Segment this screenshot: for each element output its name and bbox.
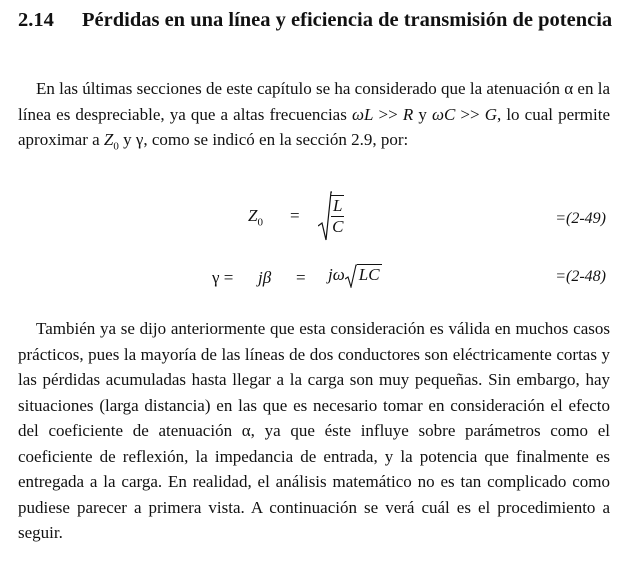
r-symbol: R [402, 104, 414, 124]
g-symbol: G [484, 104, 497, 124]
body-paragraph: También ya se dijo anteriormente que esta consideración es válida en muchos casos prácticos, pues la mayoría de las líneas de dos conductores son eléctricamente cortas y las pérdidas acumuladas hasta llegar a la carga son muy pequeñas. Sin embargo, hay situaciones (larga distancia) en las que es necesario tomar en consideración el efecto del coeficiente de atenuación α, ya que éste influye sobre parámetros como el coeficiente de reflexión, la impedancia de entrada, y la potencia que finalmente es entregada a la carga. En realidad, el análisis matemático no es tan complicado como pudiese parecer a primera vista. A continuación se verá cuál es el procedimiento a seguir. [18, 319, 610, 542]
p1-text-7: y [118, 130, 136, 149]
p1-text-4: y [413, 104, 432, 124]
equation-gamma-lhs: γ = [212, 268, 234, 287]
equation-gamma-equals: = [296, 268, 306, 287]
p1-text-2: en la línea es despreciable, ya que a altas frecuencias [18, 79, 610, 124]
gamma-symbol: γ [135, 130, 144, 149]
equation-z0-equals: = [290, 206, 300, 225]
intro-paragraph [18, 76, 610, 160]
p1-text-8: , como se indicó en la sección 2.9, por: [143, 130, 409, 149]
equation-number-2-48: =(2-48) [555, 268, 606, 285]
omega-c: ωC [431, 104, 456, 124]
sqrt-sign-icon [318, 190, 332, 242]
p1-text-3: >> [373, 104, 403, 124]
p1-text-1: En las últimas secciones de este capítulo se ha considerado que la atenuación [36, 79, 565, 98]
equation-gamma-rhs: jω LC [328, 264, 382, 288]
alpha-symbol: α [564, 79, 574, 98]
p1-text-5: >> [455, 104, 485, 124]
z-subscript: 0 [113, 140, 119, 153]
equation-number-2-49: =(2-49) [555, 210, 606, 227]
p1-text-6: , lo cual permite aproximar a [18, 104, 611, 149]
sqrt-sign-icon [345, 264, 357, 288]
fraction-l-over-c: $\frac{L}{C}$ [332, 196, 344, 236]
equation-gamma-mid: jβ [258, 268, 272, 287]
section-number: 2.14 [18, 9, 54, 31]
equation-z0-lhs: $Z_0$ [248, 206, 263, 229]
omega-l: ωL [351, 104, 374, 124]
section-title: Pérdidas en una línea y eficiencia de transmisión de potencia [82, 9, 613, 31]
equation-z0-sqrt [318, 190, 344, 242]
z-symbol: Z [103, 130, 114, 149]
